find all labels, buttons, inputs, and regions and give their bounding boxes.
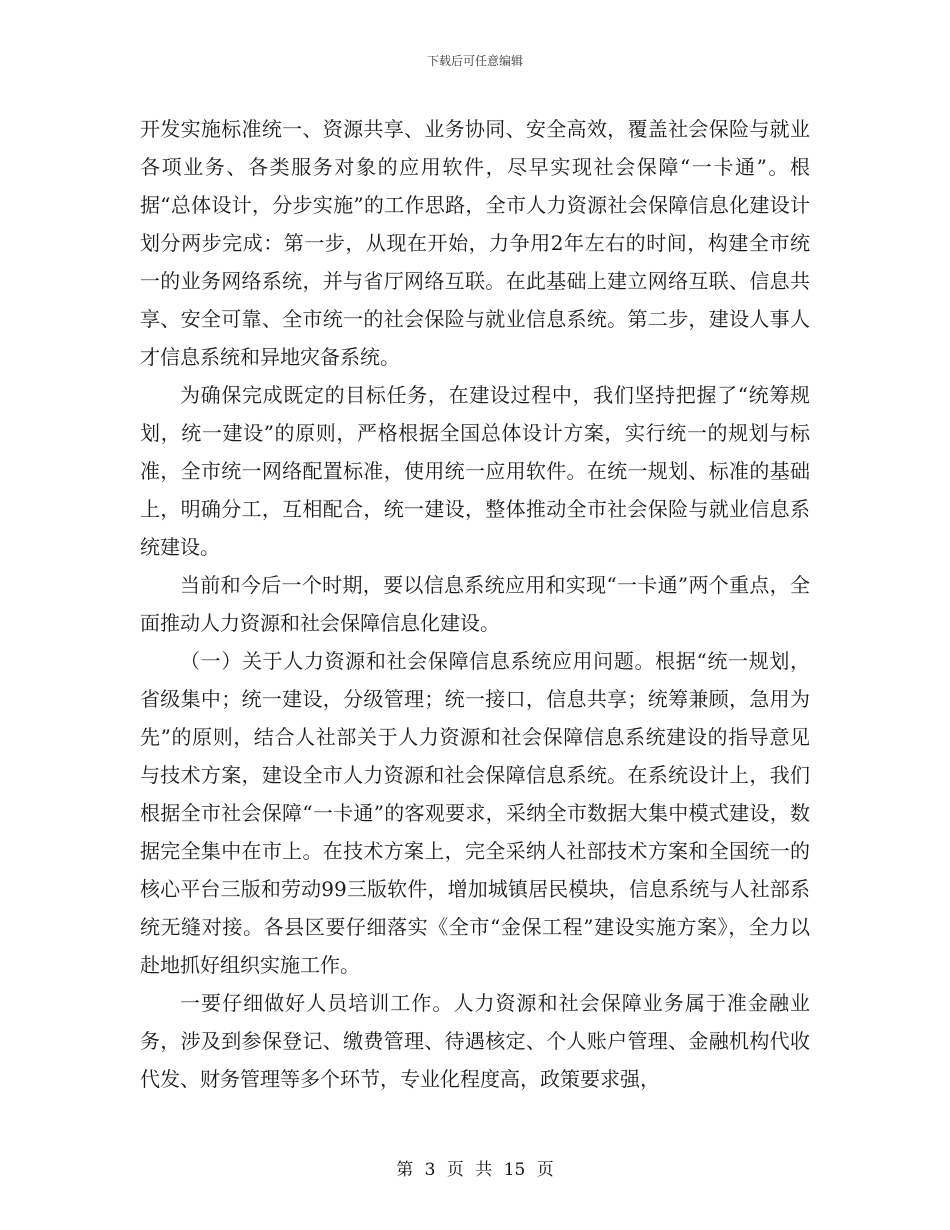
paragraph-2: 为确保完成既定的目标任务，在建设过程中，我们坚持把握了“统筹规划，统一建设”的原则，严格根据全国总体设计方案，实行统一的规划与标准，全市统一网络配置标准，使用统一应用软件。在统一规划、标准的基础上，明确分工，互相配合，统一建设，整体推动全市社会保险与就业信息系统建设。 [140, 383, 810, 559]
paragraph-4: （一）关于人力资源和社会保障信息系统应用问题。根据“统一规划，省级集中；统一建设，分级管理；统一接口，信息共享；统筹兼顾，急用为先”的原则，结合人社部关于人力资源和社会保障信息系统建设的指导意见与技术方案，建设全市人力资源和社会保障信息系统。在系统设计上，我们根据全市社会保障“一卡通”的客观要求，采纳全市数据大集中模式建设，数据完全集中在市上。在技术方案上，完全采纳人社部技术方案和全国统一的核心平台三版和劳动99三版软件，增加城镇居民模块，信息系统与人社部系统无缝对接。各县区要仔细落实《全市“金保工程”建设实施方案》，全力以赴地抓好组织实施工作。 [140, 649, 810, 977]
document-body [140, 110, 810, 1098]
paragraph-1: 开发实施标准统一、资源共享、业务协同、安全高效，覆盖社会保险与就业各项业务、各类服务对象的应用软件，尽早实现社会保障“一卡通”。根据“总体设计，分步实施”的工作思路，全市人力资源社会保障信息化建设计划分两步完成：第一步，从现在开始，力争用2年左右的时间，构建全市统一的业务网络系统，并与省厅网络互联。在此基础上建立网络互联、信息共享、安全可靠、全市统一的社会保险与就业信息系统。第二步，建设人事人才信息系统和异地灾备系统。 [140, 117, 810, 369]
page-header: 下载后可任意编辑 [426, 54, 523, 68]
paragraph-5: 一要仔细做好人员培训工作。人力资源和社会保障业务属于准金融业务，涉及到参保登记、缴费管理、待遇核定、个人账户管理、金融机构代收代发、财务管理等多个环节，专业化程度高，政策要求强， [140, 991, 810, 1091]
page-number-footer: 第 3 页 共 15 页 [396, 1160, 554, 1180]
paragraph-3: 当前和今后一个时期，要以信息系统应用和实现“一卡通”两个重点，全面推动人力资源和社会保障信息化建设。 [140, 573, 810, 635]
